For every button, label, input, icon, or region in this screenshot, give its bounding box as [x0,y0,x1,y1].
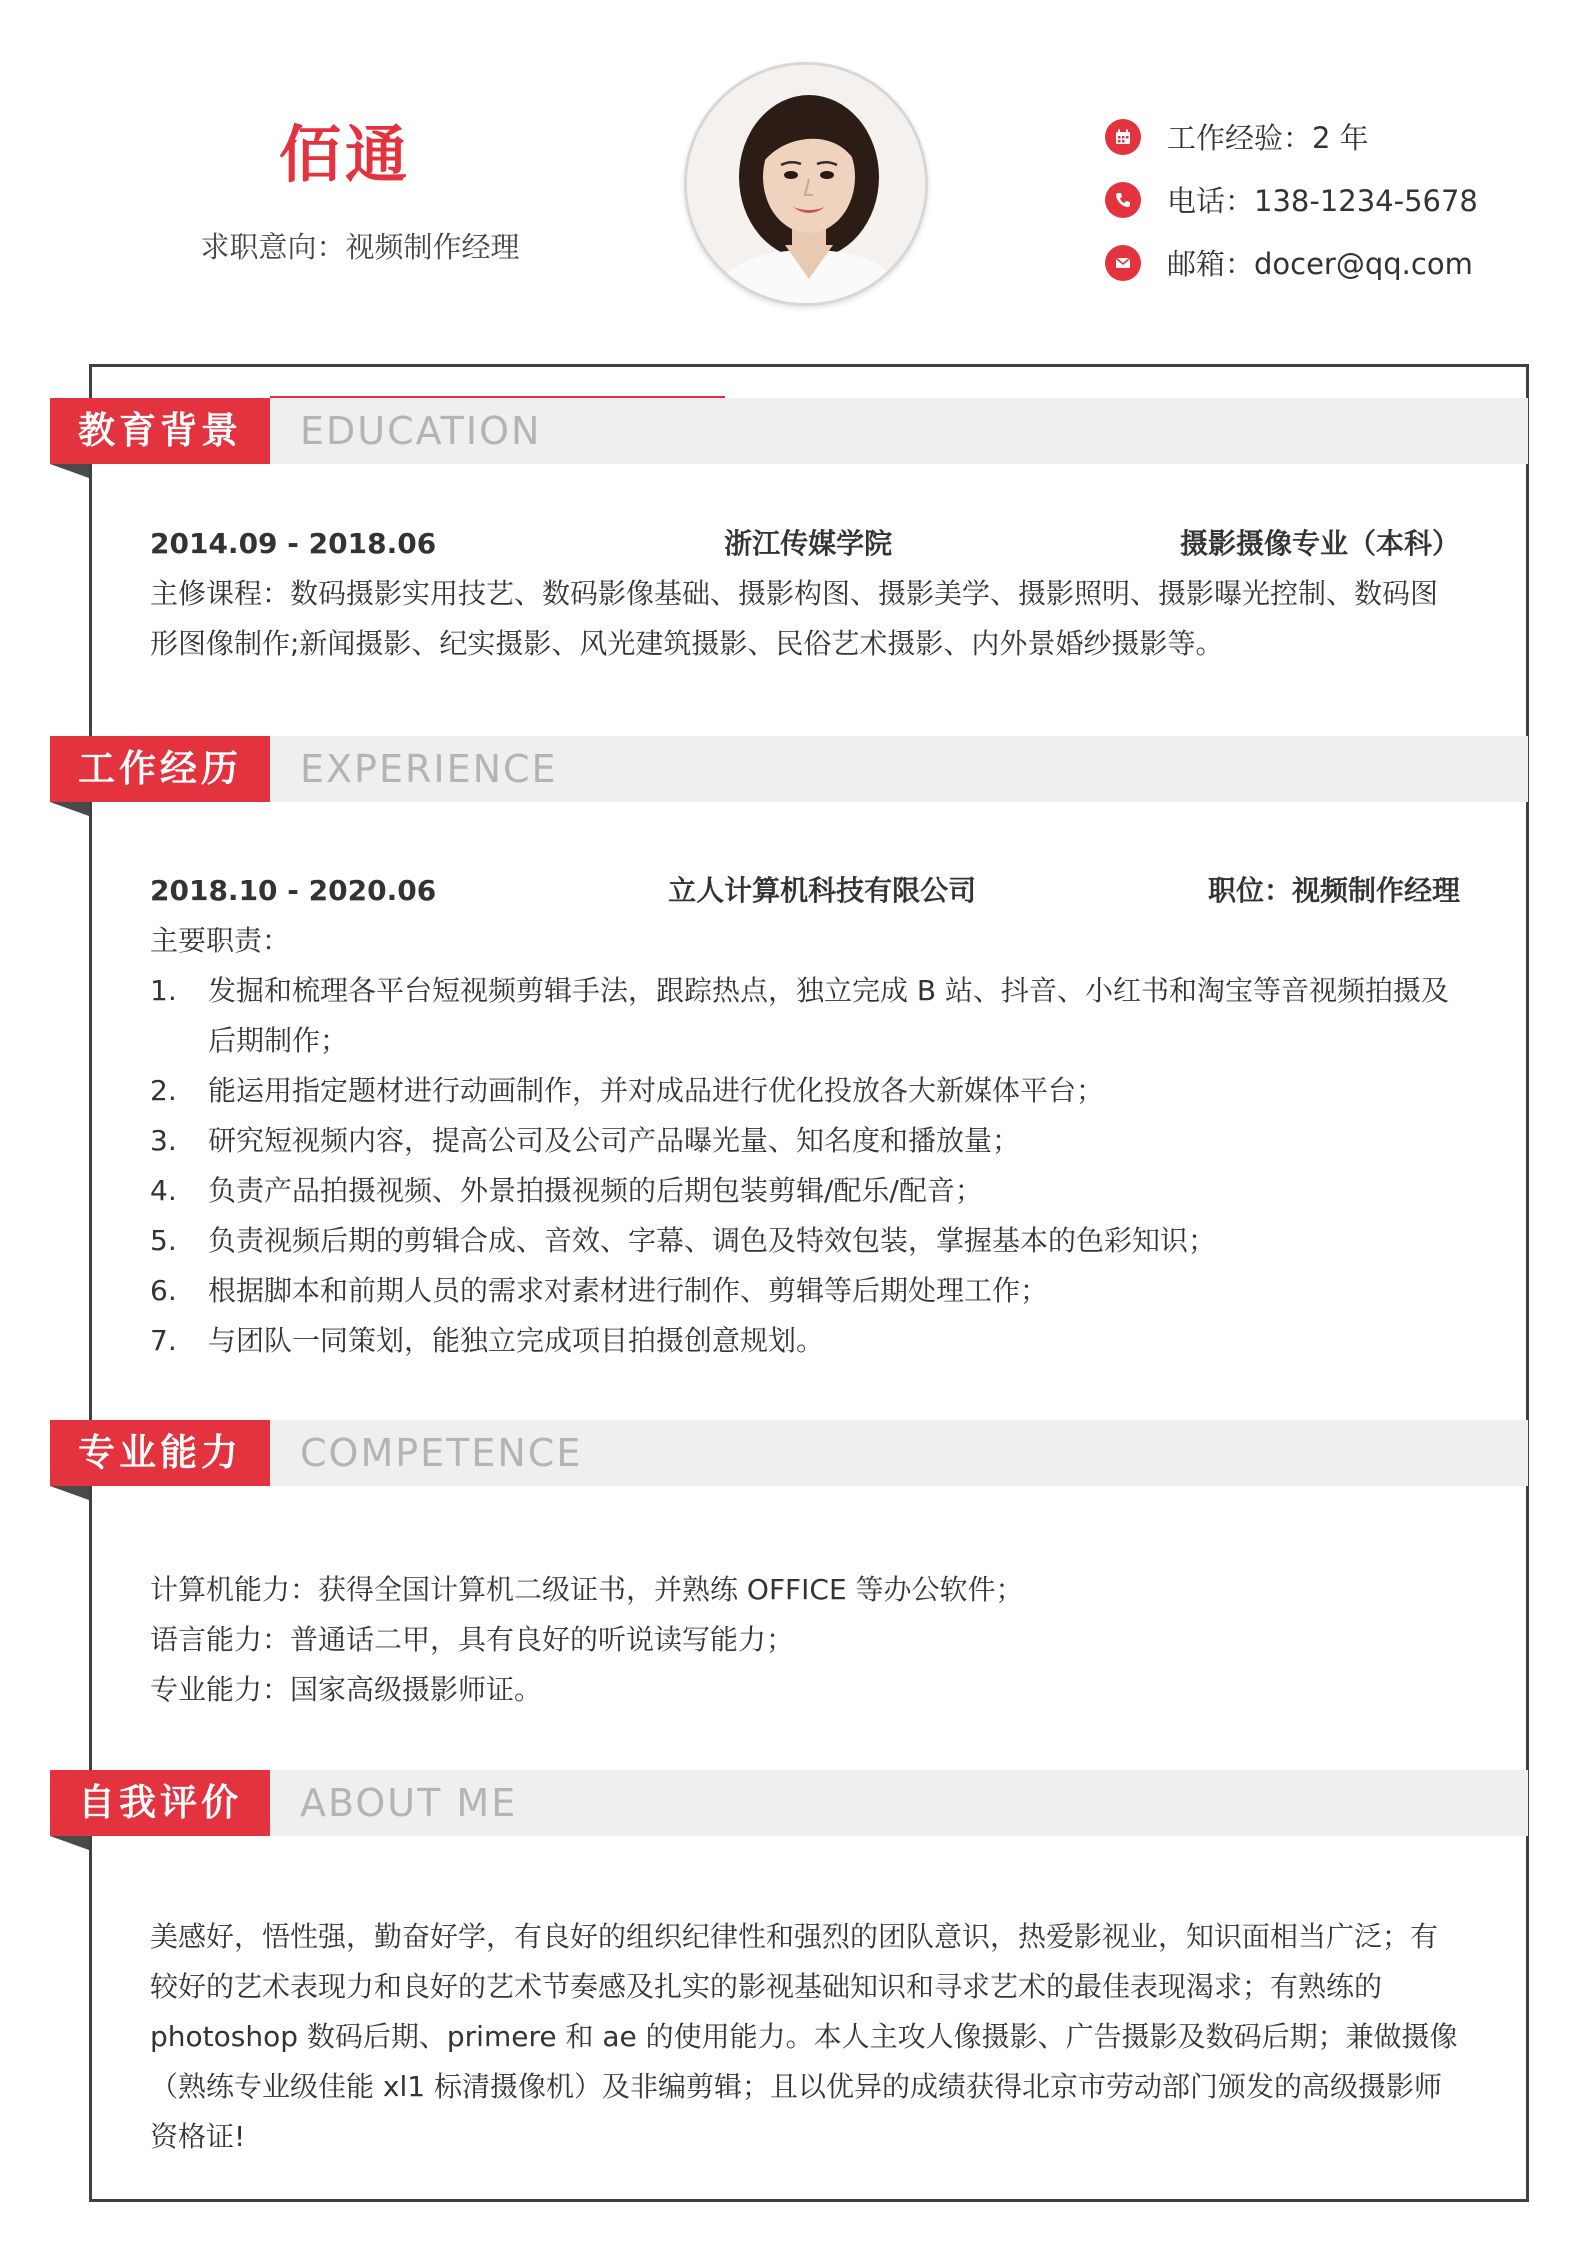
list-text: 发掘和梳理各平台短视频剪辑手法，跟踪热点，独立完成 B 站、抖音、小红书和淘宝等音视频拍摄及后期制作； [208,974,1450,1057]
resume-header [0,0,1587,330]
list-item [150,1266,1460,1316]
contact-experience [1105,105,1565,168]
education-row [150,519,1460,569]
list-item [150,1216,1460,1266]
list-item [150,966,1460,1066]
ribbon-fold [50,1836,89,1850]
list-text: 与团队一同策划，能独立完成项目拍摄创意规划。 [208,1324,825,1357]
list-text: 能运用指定题材进行动画制作，并对成品进行优化投放各大新媒体平台； [208,1074,1105,1107]
list-number: 1. [150,974,177,1007]
list-number: 3. [150,1124,177,1157]
section-title-education: 教育背景 [50,398,270,464]
list-text: 根据脚本和前期人员的需求对素材进行制作、剪辑等后期处理工作； [208,1274,1049,1307]
list-number: 5. [150,1224,177,1257]
list-number: 2. [150,1074,177,1107]
competence-line: 计算机能力：获得全国计算机二级证书，并熟练 OFFICE 等办公软件； [150,1573,1024,1606]
list-item [150,1066,1460,1116]
list-number: 6. [150,1274,177,1307]
experience-period: 2018.10 - 2020.06 [150,874,437,907]
about-content [150,1912,1460,2162]
calendar-icon [1105,119,1141,155]
section-subtitle-experience: EXPERIENCE [300,747,558,791]
ribbon-fold [50,464,89,478]
email-icon [1105,245,1141,281]
education-courses: 主修课程：数码摄影实用技艺、数码影像基础、摄影构图、摄影美学、摄影照明、摄影曝光控制、数码图形图像制作;新闻摄影、纪实摄影、风光建筑摄影、民俗艺术摄影、内外景婚纱摄影等。 [150,577,1439,660]
competence-content [150,1565,1460,1715]
experience-content [150,866,1460,1366]
section-subtitle-education: EDUCATION [300,409,542,453]
education-content [150,519,1460,669]
job-intent: 求职意向：视频制作经理 [200,230,520,264]
duties-label: 主要职责： [150,924,291,957]
ribbon-fold [50,1486,89,1500]
list-text: 负责产品拍摄视频、外景拍摄视频的后期包装剪辑/配乐/配音； [208,1174,983,1207]
ribbon-fold [50,802,89,816]
contact-email [1105,231,1565,294]
section-title-about: 自我评价 [50,1770,270,1836]
email-address[interactable]: 邮箱：docer@qq.com [1167,247,1473,281]
section-title-experience: 工作经历 [50,736,270,802]
competence-line: 专业能力：国家高级摄影师证。 [150,1673,543,1706]
list-text: 负责视频后期的剪辑合成、音效、字幕、调色及特效包装，掌握基本的色彩知识； [208,1224,1217,1257]
competence-line: 语言能力：普通话二甲，具有良好的听说读写能力； [150,1623,795,1656]
list-text: 研究短视频内容，提高公司及公司产品曝光量、知名度和播放量； [208,1124,1021,1157]
education-period: 2014.09 - 2018.06 [150,527,437,560]
experience-years: 工作经验：2 年 [1167,121,1369,155]
profile-photo [684,62,928,306]
about-text: 美感好，悟性强，勤奋好学，有良好的组织纪律性和强烈的团队意识，热爱影视业，知识面相当广泛；有较好的艺术表现力和良好的艺术节奏感及扎实的影视基础知识和寻求艺术的最佳表现渴求；有熟练的photoshop 数码后期、primere 和 ae 的使用能力。本人主攻人像摄影、广告摄影及数码后期；兼做摄像（熟练专业级佳能 xl1 标清摄像机）及非编剪辑；且以优异的成绩获得北京市劳动部门颁发的高级摄影师资格证! [150,1920,1458,2153]
section-header-competence [50,1420,1528,1486]
list-item [150,1316,1460,1366]
section-header-experience [50,736,1528,802]
contact-list [1105,105,1565,294]
candidate-name: 佰通 [278,118,411,191]
experience-position: 职位：视频制作经理 [1207,874,1460,907]
section-title-competence: 专业能力 [50,1420,270,1486]
list-item [150,1116,1460,1166]
list-number: 7. [150,1324,177,1357]
section-subtitle-competence: COMPETENCE [300,1431,583,1475]
experience-row [150,866,1460,916]
section-header-about [50,1770,1528,1836]
section-header-education [50,398,1528,464]
education-major: 摄影摄像专业（本科） [1179,527,1460,560]
contact-phone [1105,168,1565,231]
experience-company: 立人计算机科技有限公司 [668,874,977,907]
phone-icon [1105,182,1141,218]
phone-number[interactable]: 电话：138-1234-5678 [1167,184,1478,218]
education-school: 浙江传媒学院 [724,527,893,560]
list-number: 4. [150,1174,177,1207]
list-item [150,1166,1460,1216]
section-subtitle-about: ABOUT ME [300,1781,518,1825]
